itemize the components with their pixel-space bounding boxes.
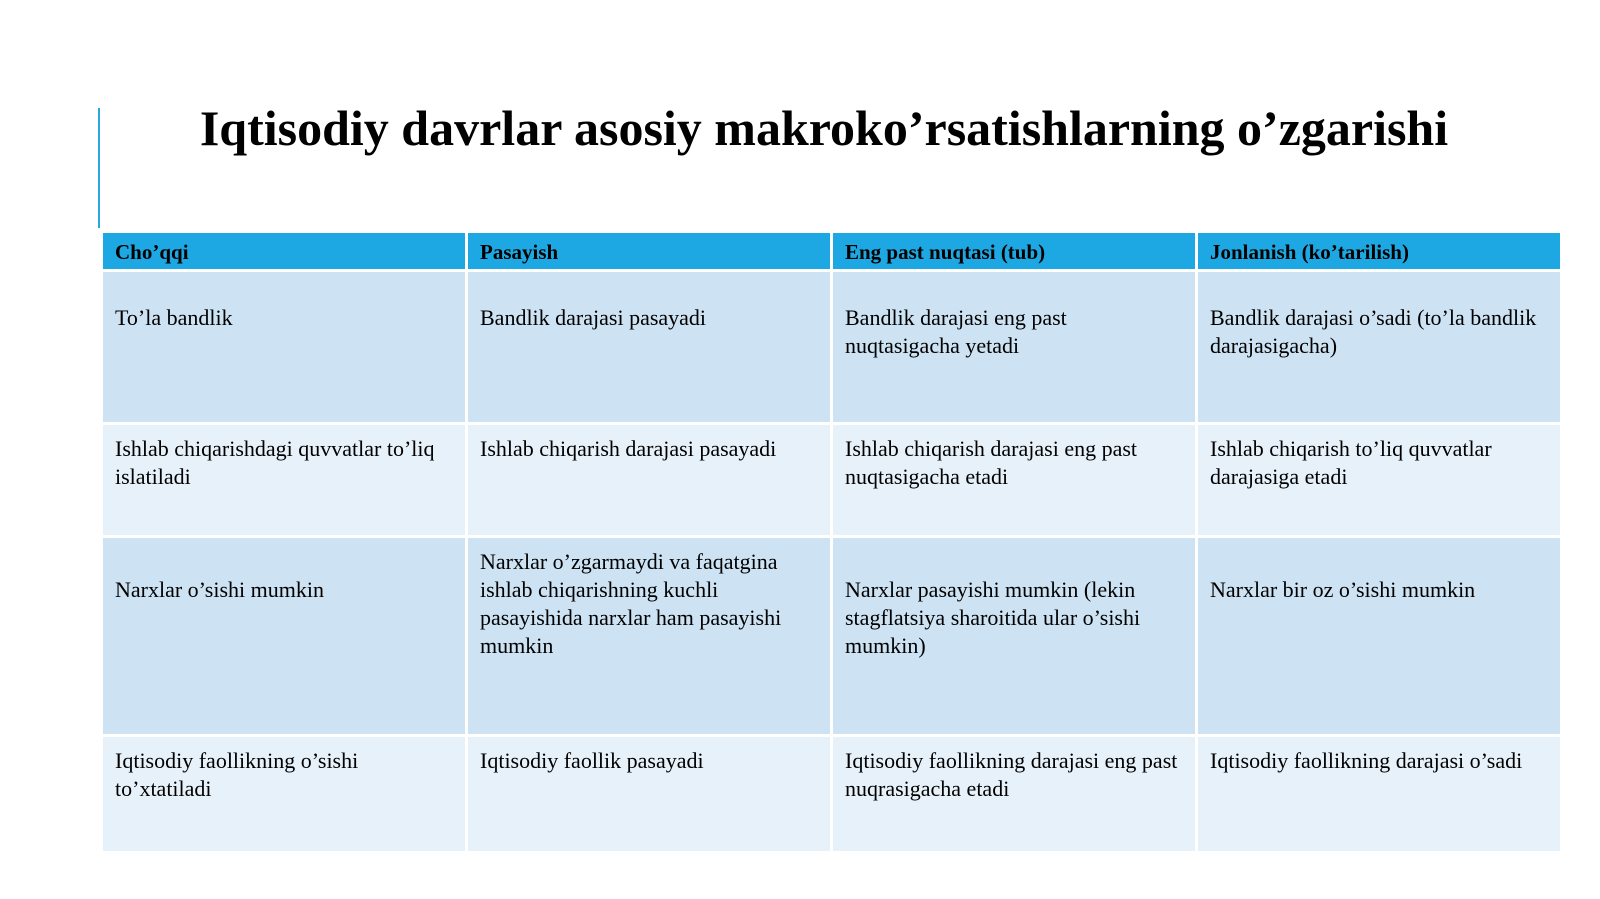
table-cell: Iqtisodiy faollikning darajasi eng past nuqrasigacha etadi bbox=[832, 736, 1197, 853]
table-row-activity bbox=[102, 736, 1562, 853]
table-row-employment bbox=[102, 271, 1562, 424]
table-cell: Ishlab chiqarish to’liq quvvatlar darajasiga etadi bbox=[1197, 424, 1562, 537]
table-cell: To’la bandlik bbox=[102, 271, 467, 424]
table-cell: Bandlik darajasi o’sadi (to’la bandlik darajasigacha) bbox=[1197, 271, 1562, 424]
header-decline: Pasayish bbox=[467, 232, 832, 271]
table-cell: Narxlar o’zgarmaydi va faqatgina ishlab chiqarishning kuchli pasayishida narxlar ham pasayishi mumkin bbox=[467, 537, 832, 736]
header-trough: Eng past nuqtasi (tub) bbox=[832, 232, 1197, 271]
table-cell: Narxlar pasayishi mumkin (lekin stagflatsiya sharoitida ular o’sishi mumkin) bbox=[832, 537, 1197, 736]
table-header-row bbox=[102, 232, 1562, 271]
header-recovery: Jonlanish (ko’tarilish) bbox=[1197, 232, 1562, 271]
table-cell: Ishlab chiqarishdagi quvvatlar to’liq islatiladi bbox=[102, 424, 467, 537]
cycle-indicators-table bbox=[100, 230, 1563, 854]
table-cell: Narxlar bir oz o’sishi mumkin bbox=[1197, 537, 1562, 736]
table-row-prices bbox=[102, 537, 1562, 736]
table-cell: Ishlab chiqarish darajasi pasayadi bbox=[467, 424, 832, 537]
table-row-production bbox=[102, 424, 1562, 537]
table-cell: Iqtisodiy faollik pasayadi bbox=[467, 736, 832, 853]
header-peak: Cho’qqi bbox=[102, 232, 467, 271]
table-cell: Bandlik darajasi pasayadi bbox=[467, 271, 832, 424]
slide-title: Iqtisodiy davrlar asosiy makroko’rsatishlarning o’zgarishi bbox=[199, 100, 1449, 156]
table-cell: Ishlab chiqarish darajasi eng past nuqtasigacha etadi bbox=[832, 424, 1197, 537]
accent-bar bbox=[98, 108, 100, 228]
table-cell: Narxlar o’sishi mumkin bbox=[102, 537, 467, 736]
table-cell: Bandlik darajasi eng past nuqtasigacha yetadi bbox=[832, 271, 1197, 424]
table-cell: Iqtisodiy faollikning o’sishi to’xtatiladi bbox=[102, 736, 467, 853]
table-cell: Iqtisodiy faollikning darajasi o’sadi bbox=[1197, 736, 1562, 853]
